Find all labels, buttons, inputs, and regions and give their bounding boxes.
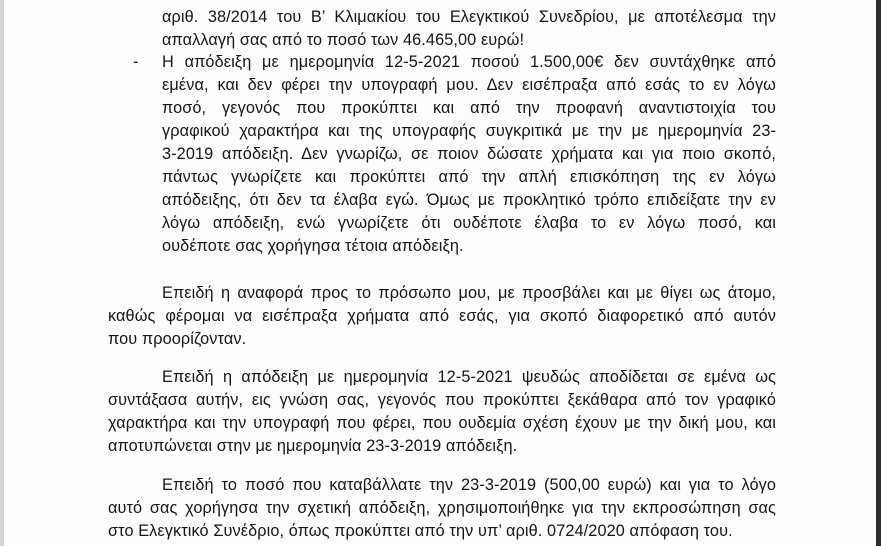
text-line: ποσό, γεγονός που προκύπτει και από την προφανή αναντιστοιχία του [162, 99, 776, 117]
text-line: Η απόδειξη με ημερομηνία 12-5-2021 ποσού 1.500,00€ δεν συντάχθηκε από [162, 53, 776, 71]
text-line: πάντως γνωρίζετε και προκύπτει από την απλή επισκόπηση της εν λόγω [162, 168, 776, 186]
text-line: αυτό σας χορήγησα την σχετική απόδειξη, χρησιμοποιήθηκε για την εκπροσώπηση σας [108, 499, 776, 517]
text-line: εμένα, και δεν φέρει την υπογραφή μου. Δεν εισέπραξα από εσάς το εν λόγω [162, 76, 776, 94]
text-line: που προορίζονταν. [108, 330, 247, 348]
text-line: αριθ. 38/2014 του Β’ Κλιμακίου του Ελεγκτικού Συνεδρίου, με αποτέλεσμα την [162, 8, 776, 26]
text-line: γραφικού χαρακτήρα και της υπογραφής συγκριτικά με την με ημερομηνία 23- [162, 122, 776, 140]
list-bullet: - [133, 53, 139, 71]
page-edge-right [876, 0, 881, 546]
text-line: συντάξασα αυτήν, εις γνώση σας, γεγονός που προκύπτει ξεκάθαρα από τον γραφικό [108, 391, 776, 409]
text-line: Επειδή η απόδειξη με ημερομηνία 12-5-2021 ψευδώς αποδίδεται σε εμένα ως [162, 368, 776, 386]
text-line: ουδέποτε σας χορήγησα τέτοια απόδειξη. [162, 237, 464, 255]
text-line: Επειδή η αναφορά προς το πρόσωπο μου, με προσβάλει και με θίγει ως άτομο, [162, 284, 776, 302]
text-line: 3-2019 απόδειξη. Δεν γνωρίζω, σε ποιον δώσατε χρήματα και για ποιο σκοπό, [162, 145, 776, 163]
text-line: χαρακτήρα και την υπογραφή που φέρει, που ουδεμία σχέση έχουν με την δική μου, και [108, 414, 776, 432]
text-line: αποτυπώνεται στην με ημερομηνία 23-3-2019 απόδειξη. [108, 437, 518, 455]
text-line: Επειδή το ποσό που καταβάλλατε την 23-3-2019 (500,00 ευρώ) και για το λόγο [162, 476, 776, 494]
page-edge-left [0, 0, 4, 546]
text-line: λόγω απόδειξη, ενώ γνωρίζετε ότι ουδέποτε έλαβα το εν λόγω ποσό, και [162, 214, 776, 232]
text-line: καθώς φέρομαι να εισέπραξα χρήματα από εσάς, για σκοπό διαφορετικό από αυτόν [108, 307, 776, 325]
text-line: απαλλαγή σας από το ποσό των 46.465,00 ευρώ! [162, 31, 525, 49]
text-line: στο Ελεγκτικό Συνέδριο, όπως προκύπτει από την υπ’ αριθ. 0724/2020 απόφαση του. [108, 522, 733, 540]
text-line: απόδειξης, ότι δεν τα έλαβα εγώ. Όμως με προκλητικό τρόπο επιδείξατε την εν [162, 191, 776, 209]
